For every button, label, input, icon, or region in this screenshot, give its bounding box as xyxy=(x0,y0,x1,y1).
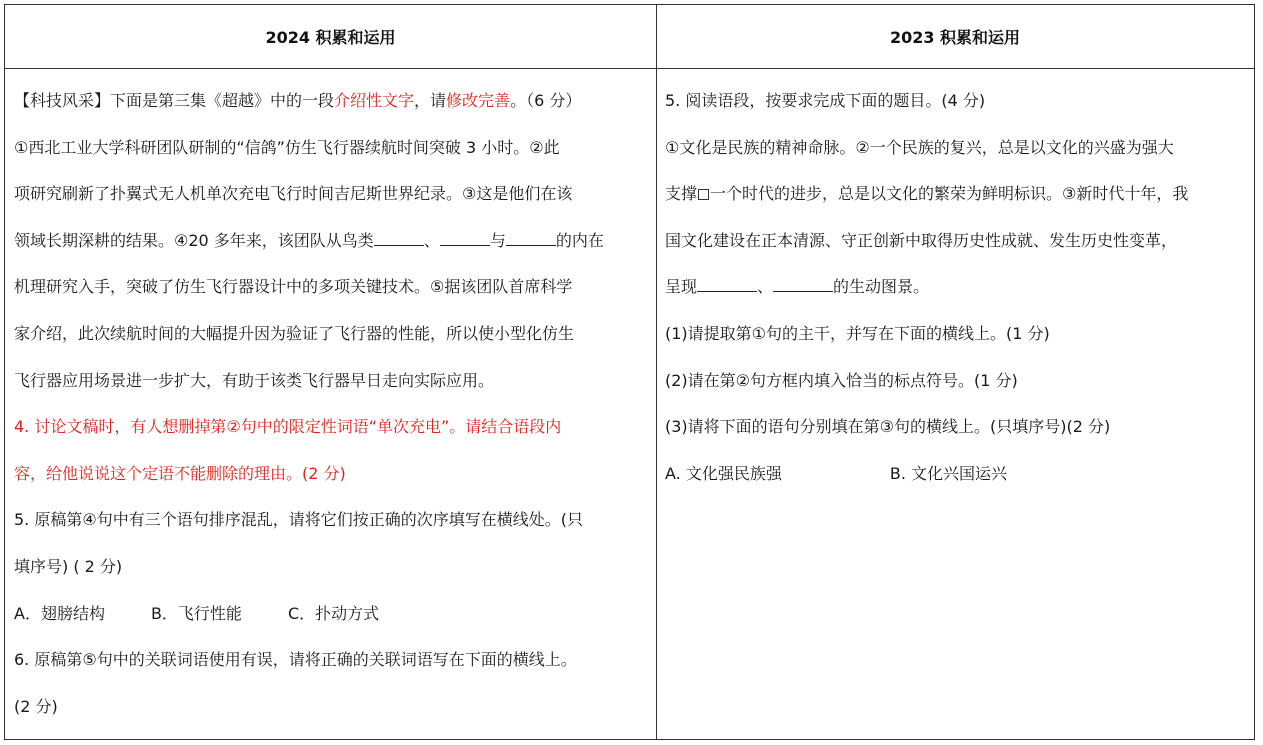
text-line: ①文化是民族的精神命脉。②一个民族的复兴，总是以文化的兴盛为强大 xyxy=(665,137,1174,157)
sub-question-1: (1)请提取第①句的主干，并写在下面的横线上。(1 分) xyxy=(665,323,1050,343)
text-line: 项研究刷新了扑翼式无人机单次充电飞行时间吉尼斯世界纪录。③这是他们在该 xyxy=(14,184,573,204)
question-4-line-2: 容，给他说说这个定语不能删除的理由。(2 分) xyxy=(14,463,346,483)
header-divider xyxy=(5,68,1254,69)
header-2024: 2024 积累和运用 xyxy=(265,28,396,47)
question-5-title: 5. 阅读语段，按要求完成下面的题目。(4 分) xyxy=(665,91,986,110)
question-6-line-1: 6. 原稿第⑤句中的关联词语使用有误，请将正确的关联词语写在下面的横线上。 xyxy=(14,650,577,670)
question-6-line-2: (2 分) xyxy=(14,696,58,716)
answer-blank-3 xyxy=(506,227,556,246)
text-line: 机理研究入手，突破了仿生飞行器设计中的多项关键技术。⑤据该团队首席科学 xyxy=(14,277,573,297)
header-2023: 2023 积累和运用 xyxy=(889,28,1021,47)
punctuation-box xyxy=(698,189,709,200)
answer-blank-1 xyxy=(374,227,424,246)
highlight-revise: 修改完善 xyxy=(446,91,511,110)
option-a: A. 文化强民族强 xyxy=(665,463,782,483)
sub-question-3: (3)请将下面的语句分别填在第③句的横线上。(只填序号)(2 分) xyxy=(665,417,1111,437)
option-b: B. 文化兴国运兴 xyxy=(889,463,1007,483)
option-c: C．扑动方式 xyxy=(287,603,380,623)
highlight-intro-text: 介绍性文字 xyxy=(334,91,415,110)
question-5-line-1: 5. 原稿第④句中有三个语句排序混乱，请将它们按正确的次序填写在横线处。(只 xyxy=(14,510,583,530)
text-line-with-blanks: 领域长期深耕的结果。④20 多年来，该团队从鸟类 、 与 的内在 xyxy=(14,218,654,265)
text-line: 家介绍，此次续航时间的大幅提升因为验证了飞行器的性能，所以使小型化仿生 xyxy=(14,323,575,343)
cell-2023 xyxy=(665,78,1255,497)
question-4-line-1: 4. 讨论文稿时，有人想删掉第②句中的限定性词语“单次充电”。请结合语段内 xyxy=(14,417,562,437)
option-b: B．飞行性能 xyxy=(150,603,242,623)
answer-blank-1 xyxy=(697,273,757,292)
text-line: 飞行器应用场景进一步扩大，有助于该类飞行器早日走向实际应用。 xyxy=(14,370,495,390)
text-line: 国文化建设在正本清源、守正创新中取得历史性成就、发生历史性变革， xyxy=(665,230,1178,250)
options-row xyxy=(665,451,1255,498)
text-line-with-box: 支撑 一个时代的进步，总是以文化的繁荣为鲜明标识。③新时代十年，我 xyxy=(665,184,1189,204)
text-line-with-blanks: 呈现 、 的生动图景。 xyxy=(665,264,1255,311)
answer-blank-2 xyxy=(440,227,490,246)
paragraph-intro: 【科技风采】下面是第三集《超越》中的一段介绍性文字，请修改完善。（6 分） xyxy=(14,91,582,110)
option-a: A．翅膀结构 xyxy=(14,603,105,623)
sub-question-2: (2)请在第②句方框内填入恰当的标点符号。(1 分) xyxy=(665,370,1018,390)
options-row xyxy=(14,591,654,638)
cell-2024 xyxy=(14,78,654,730)
answer-blank-2 xyxy=(773,273,833,292)
question-5-line-2: 填序号) ( 2 分) xyxy=(14,556,123,576)
text-line: ①西北工业大学科研团队研制的“信鸽”仿生飞行器续航时间突破 3 小时。②此 xyxy=(14,137,560,157)
column-divider xyxy=(656,5,657,739)
comparison-table xyxy=(4,4,1255,740)
